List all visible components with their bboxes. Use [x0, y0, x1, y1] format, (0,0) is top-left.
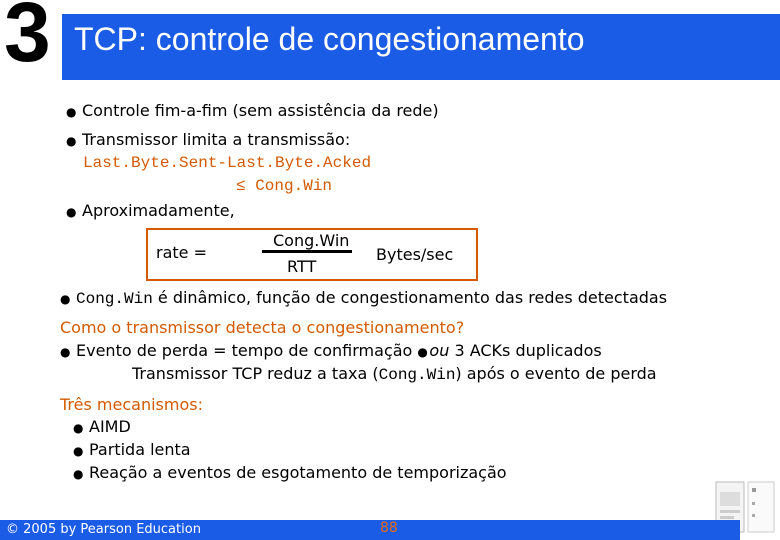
bullet-text: Controle fim-a-fim (sem assistência da rede) [82, 101, 439, 120]
text-a: Transmissor TCP reduz a taxa ( [132, 364, 379, 383]
copyright-text: © 2005 by Pearson Education [6, 522, 201, 537]
bullet-congwin-dynamic [60, 288, 667, 308]
bullet-icon: ● [66, 105, 77, 119]
text-b: ) após o evento de perda [455, 364, 657, 383]
bullet-icon: ● [417, 345, 428, 359]
bullet-icon: ● [60, 345, 71, 359]
mechanism-text: Reação a eventos de esgotamento de temporização [89, 463, 507, 482]
bullet-text: Evento de perda = tempo de confirmação [76, 341, 418, 360]
mechanism-item [73, 440, 191, 459]
bullet-icon: ● [60, 292, 71, 306]
formula-denominator: RTT [287, 257, 317, 276]
mechanisms-heading: Três mecanismos: [60, 395, 203, 414]
formula-unit: Bytes/sec [376, 245, 454, 264]
formula-lhs: rate = [156, 243, 207, 262]
mechanism-item [73, 463, 507, 482]
mechanism-text: AIMD [89, 417, 131, 436]
bullet-icon: ● [66, 205, 77, 219]
mechanism-item [73, 417, 131, 436]
chapter-number: 3 [4, 0, 51, 79]
code-le-congwin: ≤ Cong.Win [236, 177, 333, 195]
fraction-bar [262, 250, 352, 253]
loss-reaction-line [132, 364, 657, 384]
mechanism-text: Partida lenta [89, 440, 191, 459]
code-last-byte: Last.Byte.Sent-Last.Byte.Acked [83, 154, 372, 172]
bullet-sender-limit [66, 130, 350, 149]
bullet-icon: ● [73, 421, 84, 435]
bullet-icon: ● [73, 444, 84, 458]
bullet-text-2: 3 ACKs duplicados [449, 341, 602, 360]
bullet-text: é dinâmico, função de congestionamento das redes detectadas [152, 288, 668, 307]
congwin-code: Cong.Win [76, 290, 153, 308]
bullet-text: Aproximadamente, [82, 201, 235, 220]
bullet-approx [66, 201, 235, 220]
bullet-icon: ● [73, 467, 84, 481]
ou-text: ou [429, 341, 450, 360]
page-number: 88 [380, 520, 398, 536]
slide-title: TCP: controle de congestionamento [74, 21, 585, 57]
bullet-text: Transmissor limita a transmissão: [82, 130, 351, 149]
bullet-end-to-end [66, 101, 439, 120]
congwin-code: Cong.Win [378, 366, 456, 384]
formula-numerator: Cong.Win [273, 231, 350, 250]
detection-question: Como o transmissor detecta o congestionamento? [60, 318, 465, 337]
bullet-icon: ● [66, 134, 77, 148]
bullet-loss-event [60, 341, 602, 360]
